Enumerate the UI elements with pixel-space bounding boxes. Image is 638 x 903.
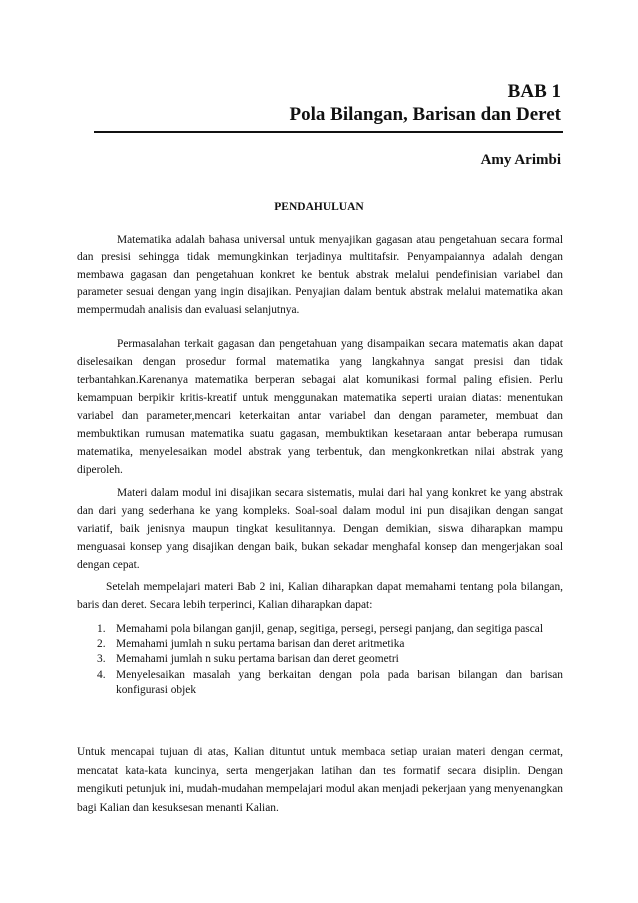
list-item-text: Memahami jumlah n suku pertama barisan dan deret geometri	[116, 653, 399, 666]
list-item	[89, 668, 563, 698]
section-heading: PENDAHULUAN	[274, 201, 364, 213]
paragraph-4-text: Setelah mempelajari materi Bab 2 ini, Kalian diharapkan dapat memahami tentang pola bilangan, baris dan deret. Secara lebih terperinci, Kalian diharapkan dapat:	[77, 581, 563, 611]
list-item-number: 1.	[97, 623, 106, 635]
paragraph-2-text: Permasalahan terkait gagasan dan pengetahuan yang disampaikan secara matematis akan dapat diselesaikan dengan prosedur formal matematika yang langkahnya sangat presisi dan tidak terbantahkan.Karenanya matematika berperan sebagai alat komunikasi formal paling efisien. Perlu kemampuan berpikir kritis-kreatif untuk menggunakan matematika seperti uraian diatas: menentukan variabel dan parameter,mencari keterkaitan antar variabel dan dengan parameter, membuat dan membuktikan rumusan matematika suatu gagasan, membuktikan kesetaraan antar beberapa rumusan matematika, menyelesaikan model abstrak yang terbentuk, dan mengkonkretkan nilai abstrak yang diperoleh.	[77, 338, 563, 476]
list-item-number: 4.	[97, 668, 106, 681]
paragraph-1	[77, 232, 563, 319]
chapter-label: BAB 1	[507, 81, 561, 102]
paragraph-1-text: Matematika adalah bahasa universal untuk menyajikan gagasan atau pengetahuan secara formal dan presisi sehingga tidak memungkinkan terjadinya multitafsir. Penyampaiannya adalah dengan membawa gagasan dan pengetahuan konkret ke bentuk abstrak melalui pendefinisian variabel dan parameter sesuai dengan yang ingin disajikan. Penyajian dalam bentuk abstrak melalui matematika akan mempermudah analisis dan evaluasi selanjutnya.	[77, 234, 563, 316]
list-item	[89, 652, 563, 667]
author-name: Amy Arimbi	[480, 152, 561, 168]
paragraph-5-text: Untuk mencapai tujuan di atas, Kalian dituntut untuk membaca setiap uraian materi dengan cermat, mencatat kata-kata kuncinya, serta mengerjakan latihan dan tes formatif secara disiplin. Dengan mengikuti petunjuk ini, mudah-mudahan mempelajari modul akan menjadi pekerjaan yang menyenangkan bagi Kalian dan kesuksesan menanti Kalian.	[77, 746, 563, 814]
paragraph-4	[77, 578, 563, 614]
list-item	[89, 637, 563, 652]
list-item-text: Memahami pola bilangan ganjil, genap, segitiga, persegi, persegi panjang, dan segitiga pascal	[116, 623, 544, 635]
list-item	[89, 622, 563, 637]
list-item-number: 3.	[97, 653, 106, 666]
objectives-list	[89, 622, 563, 698]
list-item-text: Menyelesaikan masalah yang berkaitan dengan pola pada barisan bilangan dan barisan konfigurasi objek	[116, 668, 563, 696]
paragraph-3-text: Materi dalam modul ini disajikan secara sistematis, mulai dari hal yang konkret ke yang abstrak dan dari yang sederhana ke yang kompleks. Soal-soal dalam modul ini pun disajikan dengan sangat variatif, baik jenisnya maupun tingkat kesulitannya. Dengan demikian, siswa diharapkan mampu menguasai konsep yang disajikan dengan baik, bukan sekadar menghafal konsep dan mengerjakan soal dengan cepat.	[77, 487, 563, 571]
paragraph-3	[77, 484, 563, 574]
paragraph-5	[77, 743, 563, 817]
list-item-number: 2.	[97, 638, 106, 651]
chapter-title: Pola Bilangan, Barisan dan Deret	[289, 104, 561, 125]
list-item-text: Memahami jumlah n suku pertama barisan dan deret aritmetika	[116, 638, 405, 651]
title-divider	[94, 131, 563, 133]
paragraph-2	[77, 335, 563, 479]
